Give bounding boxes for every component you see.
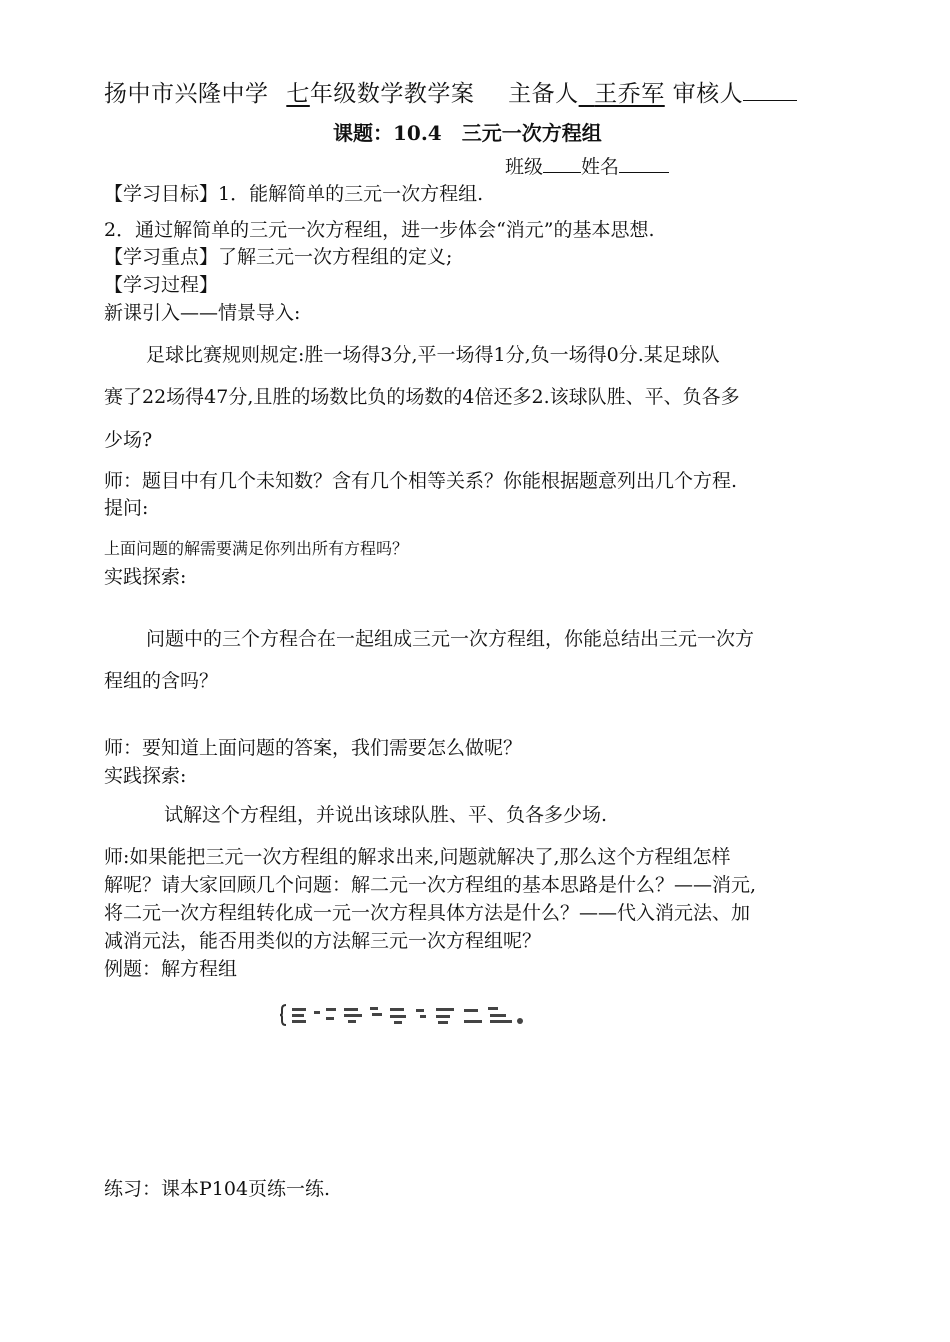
try-solve-line: 试解这个方程组，并说出该球队胜、平、负各多少场.	[164, 804, 608, 826]
name-blank	[619, 150, 669, 173]
reviewer-blank	[743, 78, 797, 101]
learning-process-heading: 【学习过程】	[104, 274, 219, 296]
practice-heading-2: 实践探索:	[104, 765, 187, 787]
learning-focus: 【学习重点】了解三元一次方程组的定义;	[104, 246, 453, 268]
lesson-title: 课题：10.4 三元一次方程组	[333, 121, 602, 145]
name-label: 姓名	[581, 156, 620, 178]
intro-heading: 新课引入——情景导入:	[104, 302, 301, 324]
reviewer-label: 审核人	[672, 81, 744, 107]
example-heading: 例题：解方程组	[104, 958, 238, 980]
learning-goal-1: 【学习目标】1．能解简单的三元一次方程组.	[104, 183, 484, 205]
preparer-label: 主备人	[508, 81, 579, 107]
document-header	[104, 78, 797, 109]
exercise-line: 练习：课本P104页练一练.	[104, 1178, 331, 1200]
teacher-prompt-1: 师：题目中有几个未知数？含有几个相等关系？你能根据题意列出几个方程.	[104, 470, 738, 492]
problem-line-1: 足球比赛规则规定:胜一场得3分,平一场得1分,负一场得0分.某足球队	[146, 344, 720, 366]
grade-label: 年级数学教学案	[309, 81, 475, 107]
grade-prefix: 七	[286, 81, 310, 107]
learning-goal-2: 2．通过解简单的三元一次方程组，进一步体会“消元”的基本思想.	[104, 219, 655, 241]
class-label: 班级	[505, 156, 544, 178]
problem-line-2: 赛了22场得47分,且胜的场数比负的场数的4倍还多2.该球队胜、平、负各多	[104, 386, 740, 408]
combine-line-2: 程组的含吗？	[104, 670, 219, 692]
teacher-prompt-3c: 将二元一次方程组转化成一元一次方程具体方法是什么？——代入消元法、加	[104, 902, 751, 924]
combine-line-1: 问题中的三个方程合在一起组成三元一次方程组，你能总结出三元一次方	[146, 628, 755, 650]
practice-heading-1: 实践探索:	[104, 566, 187, 588]
school-name: 扬中市兴隆中学	[104, 81, 269, 107]
class-name-line	[505, 150, 669, 179]
ask-heading: 提问:	[104, 497, 149, 519]
teacher-prompt-2: 师：要知道上面问题的答案，我们需要怎么做呢？	[104, 737, 523, 759]
problem-line-3: 少场?	[104, 429, 153, 451]
class-blank	[543, 150, 581, 173]
ask-question: 上面问题的解需要满足你列出所有方程吗？	[104, 539, 409, 558]
teacher-prompt-3a: 师:如果能把三元一次方程组的解求出来,问题就解决了,那么这个方程组怎样	[104, 846, 731, 868]
teacher-prompt-3d: 减消元法，能否用类似的方法解三元一次方程组呢？	[104, 930, 542, 952]
teacher-prompt-3b: 解呢？请大家回顾几个问题：解二元一次方程组的基本思路是什么？——消元,	[104, 874, 757, 896]
preparer-name: 王乔军	[594, 81, 665, 107]
equation-system-image	[280, 1003, 526, 1027]
